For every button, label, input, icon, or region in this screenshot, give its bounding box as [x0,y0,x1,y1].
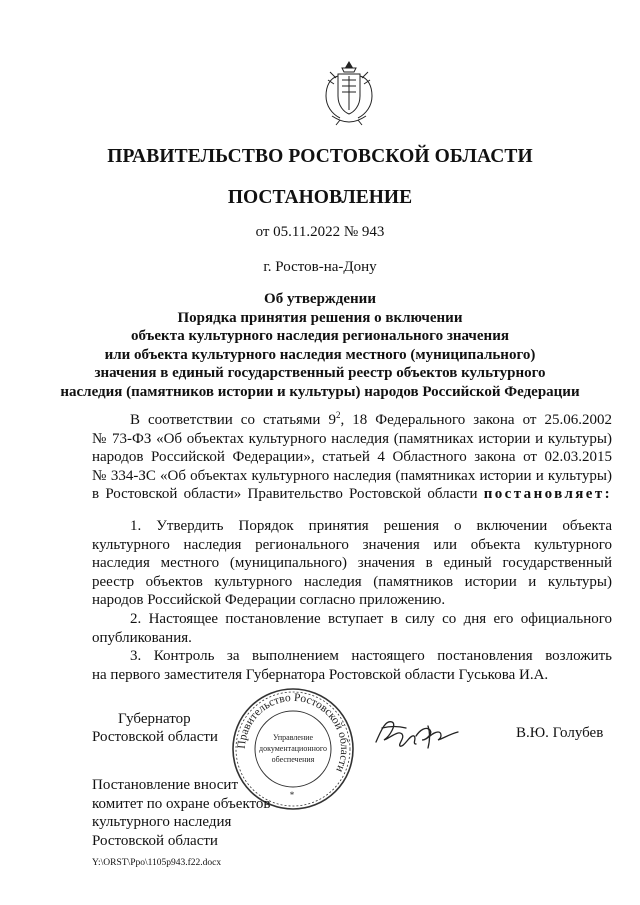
item-line: опубликования. [92,629,192,646]
title-line: значения в единый государственный реестр объектов культурного [94,365,546,381]
government-name: ПРАВИТЕЛЬСТВО РОСТОВСКОЙ ОБЛАСТИ [107,146,533,167]
document-title [0,290,640,401]
item-1 [92,517,612,610]
coat-of-arms-icon [318,60,380,126]
item-line: 2. Настоящее постановление вступает в силу со дня его официального [130,611,612,627]
title-line: Об утверждении [264,291,376,307]
date-and-number: от 05.11.2022 № 943 [255,224,385,240]
stamp-center-line: обеспечения [271,755,315,764]
preamble-line: в Ростовской области» Правительство Ростовской области постановляет: [92,486,612,502]
item-line: наследия местного (муниципального) значения в единый государственный [92,555,612,571]
preamble-line: В соответствии со статьями $9^2$, 18 Федерального закона от 25.06.2002 [130,410,612,428]
submitted-by-line: Ростовской области [92,832,218,849]
submitted-by-line: Постановление вносит [92,777,239,793]
item-line: народов Российской Федерации согласно приложению. [92,592,446,608]
city: г. Ростов-на-Дону [263,259,377,275]
title-line: объекта культурного наследия регионального значения [131,328,509,344]
svg-text:*: * [289,790,295,800]
preamble-line: № 334-ЗС «Об объектах культурного наследия (памятниках истории и культуры) [92,467,612,484]
preamble-line: народов Российской Федерации», статьей 4 Областного закона от 02.03.2015 [92,449,612,465]
signer-name: В.Ю. Голубев [516,725,604,741]
stamp-ring-text: Правительство Ростовской области [235,691,351,774]
submitted-by-line: культурного наследия [92,814,232,830]
item-2 [92,610,612,647]
title-line: Порядка принятия решения о включении [177,309,463,326]
submitted-by-line: комитет по охране объектов [92,795,271,812]
signer-position-line2: Ростовской области [92,729,218,745]
signer-position-line1: Губернатор [118,711,191,727]
stamp-center-line: Управление [272,733,314,742]
title-line: наследия (памятников истории и культуры) народов Российской Федерации [60,383,580,400]
item-line: 1. Утвердить Порядок принятия решения о включении объекта [130,518,612,534]
file-path: Y:\ORST\Ppo\1105p943.f22.docx [92,858,222,868]
decree-word: постановляет: [483,486,612,502]
preamble-line: № 73-ФЗ «Об объектах культурного наследия (памятниках истории и культуры) [92,430,612,447]
item-line: на первого заместителя Губернатора Ростовской области Гуськова И.А. [92,666,549,683]
title-line: или объекта культурного наследия местного (муниципального) [104,346,536,363]
item-3 [92,647,612,684]
preamble [92,406,612,504]
item-line: культурного наследия регионального значения или объекта культурного [92,536,612,553]
submitted-by [92,776,270,850]
handwritten-signature [372,712,472,754]
item-line: 3. Контроль за выполнением настоящего постановления возложить [130,648,612,664]
item-line: реестр объектов культурного наследия (памятников истории и культуры) [92,573,612,590]
document-type: ПОСТАНОВЛЕНИЕ [227,187,413,208]
stamp-center-line: документационного [259,744,327,753]
